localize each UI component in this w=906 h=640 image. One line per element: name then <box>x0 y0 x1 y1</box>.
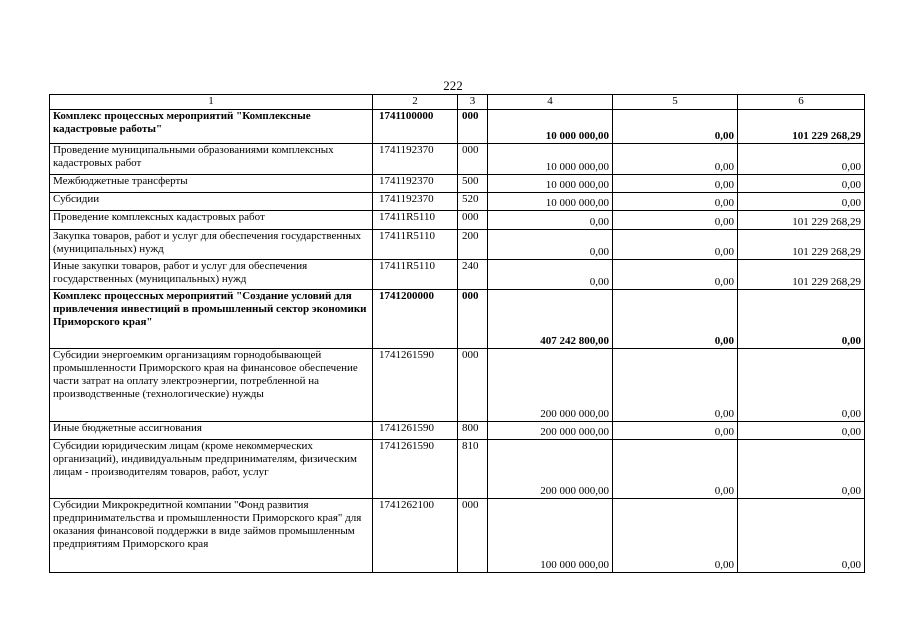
row-col6-cell: 101 229 268,29 <box>738 110 865 144</box>
row-col5-cell: 0,00 <box>613 110 738 144</box>
row-name-cell: Субсидии юридическим лицам (кроме некоммерческих организаций), индивидуальным предпринимателям, физическим лицам - производителям товаров, работ, услуг <box>50 440 373 499</box>
row-col4-cell: 0,00 <box>488 211 613 230</box>
row-name-cell: Субсидии <box>50 193 373 211</box>
row-name-cell: Субсидии энергоемким организациям горнодобывающей промышленности Приморского края на финансовое обеспечение части затрат на оплату электроэнергии, потребленной на производственные (технологические) нужды <box>50 349 373 422</box>
row-col5-cell: 0,00 <box>613 193 738 211</box>
row-type-cell: 000 <box>458 110 488 144</box>
row-col6-cell: 0,00 <box>738 175 865 193</box>
row-type-cell: 000 <box>458 211 488 230</box>
row-col4-cell: 10 000 000,00 <box>488 193 613 211</box>
row-col6-cell: 0,00 <box>738 440 865 499</box>
row-type-cell: 810 <box>458 440 488 499</box>
row-type-cell: 800 <box>458 422 488 440</box>
table-row <box>50 211 865 230</box>
table-row <box>50 349 865 422</box>
row-col4-cell: 0,00 <box>488 260 613 290</box>
row-code-cell: 1741262100 <box>373 499 458 573</box>
table-row <box>50 175 865 193</box>
table-row <box>50 144 865 175</box>
row-code-cell: 1741100000 <box>373 110 458 144</box>
row-col5-cell: 0,00 <box>613 230 738 260</box>
row-name-cell: Проведение муниципальными образованиями комплексных кадастровых работ <box>50 144 373 175</box>
row-col4-cell: 10 000 000,00 <box>488 175 613 193</box>
row-col5-cell: 0,00 <box>613 422 738 440</box>
row-col5-cell: 0,00 <box>613 349 738 422</box>
row-code-cell: 17411R5110 <box>373 260 458 290</box>
row-col4-cell: 407 242 800,00 <box>488 290 613 349</box>
row-col5-cell: 0,00 <box>613 211 738 230</box>
row-code-cell: 17411R5110 <box>373 211 458 230</box>
row-code-cell: 1741192370 <box>373 175 458 193</box>
row-type-cell: 000 <box>458 349 488 422</box>
row-type-cell: 000 <box>458 144 488 175</box>
row-col4-cell: 200 000 000,00 <box>488 422 613 440</box>
row-col4-cell: 10 000 000,00 <box>488 110 613 144</box>
row-name-cell: Иные бюджетные ассигнования <box>50 422 373 440</box>
row-name-cell: Иные закупки товаров, работ и услуг для обеспечения государственных (муниципальных) нужд <box>50 260 373 290</box>
row-type-cell: 500 <box>458 175 488 193</box>
row-code-cell: 1741192370 <box>373 144 458 175</box>
column-header: 5 <box>613 95 738 110</box>
table-row <box>50 440 865 499</box>
row-code-cell: 1741261590 <box>373 440 458 499</box>
row-col5-cell: 0,00 <box>613 144 738 175</box>
column-header: 2 <box>373 95 458 110</box>
row-col4-cell: 200 000 000,00 <box>488 349 613 422</box>
row-name-cell: Проведение комплексных кадастровых работ <box>50 211 373 230</box>
table-row <box>50 290 865 349</box>
row-code-cell: 1741192370 <box>373 193 458 211</box>
row-col6-cell: 0,00 <box>738 193 865 211</box>
table-row <box>50 422 865 440</box>
column-header: 4 <box>488 95 613 110</box>
row-code-cell: 1741200000 <box>373 290 458 349</box>
table-row <box>50 193 865 211</box>
row-col4-cell: 200 000 000,00 <box>488 440 613 499</box>
row-type-cell: 200 <box>458 230 488 260</box>
row-col6-cell: 0,00 <box>738 144 865 175</box>
table-row <box>50 230 865 260</box>
row-col6-cell: 0,00 <box>738 499 865 573</box>
row-code-cell: 1741261590 <box>373 422 458 440</box>
row-code-cell: 1741261590 <box>373 349 458 422</box>
column-header: 1 <box>50 95 373 110</box>
row-type-cell: 000 <box>458 290 488 349</box>
row-col6-cell: 101 229 268,29 <box>738 230 865 260</box>
row-code-cell: 17411R5110 <box>373 230 458 260</box>
row-col5-cell: 0,00 <box>613 290 738 349</box>
row-name-cell: Закупка товаров, работ и услуг для обеспечения государственных (муниципальных) нужд <box>50 230 373 260</box>
row-col5-cell: 0,00 <box>613 499 738 573</box>
row-col5-cell: 0,00 <box>613 175 738 193</box>
column-header: 3 <box>458 95 488 110</box>
row-col4-cell: 100 000 000,00 <box>488 499 613 573</box>
table-header-row <box>50 95 865 110</box>
row-col6-cell: 101 229 268,29 <box>738 211 865 230</box>
row-col4-cell: 0,00 <box>488 230 613 260</box>
row-name-cell: Комплекс процессных мероприятий "Создание условий для привлечения инвестиций в промышленный сектор экономики Приморского края" <box>50 290 373 349</box>
table-row <box>50 260 865 290</box>
row-col6-cell: 0,00 <box>738 349 865 422</box>
row-col6-cell: 0,00 <box>738 290 865 349</box>
row-col6-cell: 101 229 268,29 <box>738 260 865 290</box>
row-col6-cell: 0,00 <box>738 422 865 440</box>
budget-table <box>49 94 865 573</box>
table-row <box>50 499 865 573</box>
row-name-cell: Комплекс процессных мероприятий "Комплексные кадастровые работы" <box>50 110 373 144</box>
row-col5-cell: 0,00 <box>613 260 738 290</box>
row-name-cell: Субсидии Микрокредитной компании "Фонд развития предпринимательства и промышленности Приморского края" для оказания финансовой поддержки в виде займов промышленным предприятиям Приморского края <box>50 499 373 573</box>
row-col5-cell: 0,00 <box>613 440 738 499</box>
page-number: 222 <box>443 78 463 93</box>
row-type-cell: 520 <box>458 193 488 211</box>
column-header: 6 <box>738 95 865 110</box>
row-col4-cell: 10 000 000,00 <box>488 144 613 175</box>
table-row <box>50 110 865 144</box>
row-type-cell: 240 <box>458 260 488 290</box>
row-type-cell: 000 <box>458 499 488 573</box>
row-name-cell: Межбюджетные трансферты <box>50 175 373 193</box>
